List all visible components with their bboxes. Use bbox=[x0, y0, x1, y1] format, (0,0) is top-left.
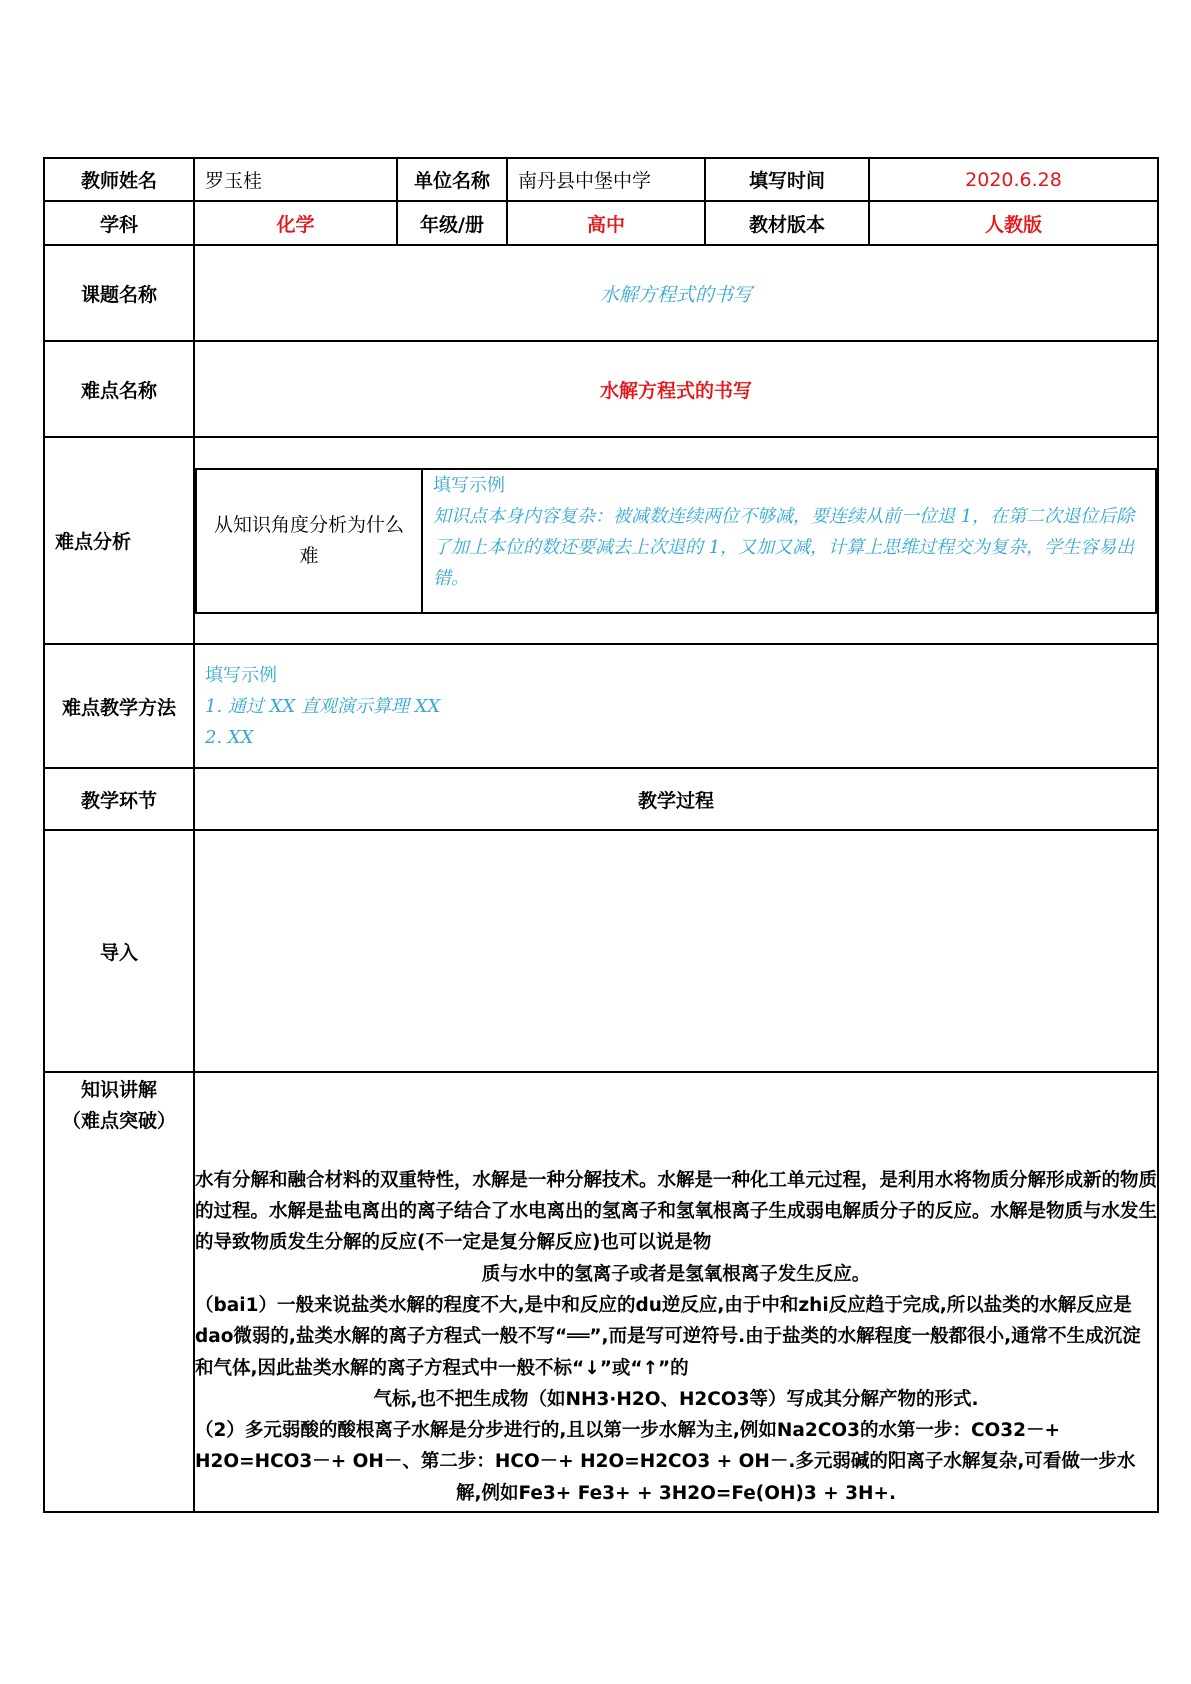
grade-value: 高中 bbox=[507, 201, 705, 245]
knowledge-para-1-end: 质与水中的氢离子或者是氢氧根离子发生反应。 bbox=[481, 1263, 871, 1285]
analysis-example-text: 知识点本身内容复杂：被减数连续两位不够减，要连续从前一位退 1，在第二次退位后除了加上本位的数还要减去上次退的 1，又加又减，计算上思维过程交为复杂，学生容易出错。 bbox=[433, 505, 1135, 589]
intro-content bbox=[194, 830, 1158, 1072]
topic-row bbox=[44, 245, 1158, 341]
knowledge-label-line1: 知识讲解 bbox=[80, 1079, 157, 1101]
lesson-plan-table bbox=[43, 157, 1159, 1513]
knowledge-para-3-end: 解,例如Fe3+ Fe3+ + 3H2O=Fe(OH)3 + 3H+. bbox=[455, 1482, 897, 1504]
method-label: 难点教学方法 bbox=[44, 644, 194, 768]
knowledge-label bbox=[44, 1072, 194, 1512]
subject-label: 学科 bbox=[44, 201, 194, 245]
method-row bbox=[44, 644, 1158, 768]
teacher-name-value: 罗玉桂 bbox=[194, 158, 397, 201]
analysis-example bbox=[422, 469, 1156, 613]
knowledge-label-line2: （难点突破） bbox=[61, 1110, 176, 1132]
method-example-title: 填写示例 bbox=[205, 664, 277, 686]
knowledge-content bbox=[194, 1072, 1158, 1512]
knowledge-para-3: （2）多元弱酸的酸根离子水解是分步进行的,且以第一步水解为主,例如Na2CO3的水第一步：CO32－+ H2O=HCO3－+ OH－、第二步：HCO－+ H2O=H2CO3 + OH－.多元弱碱的阳离子水解复杂,可看做一步水 bbox=[195, 1420, 1136, 1473]
teacher-name-label: 教师姓名 bbox=[44, 158, 194, 201]
header-row-2 bbox=[44, 201, 1158, 245]
edition-label: 教材版本 bbox=[705, 201, 869, 245]
method-item-2: 2. XX bbox=[205, 726, 254, 748]
header-row-1 bbox=[44, 158, 1158, 201]
topic-label: 课题名称 bbox=[44, 245, 194, 341]
knowledge-row bbox=[44, 1072, 1158, 1512]
lesson-plan-sheet bbox=[43, 157, 1157, 1513]
edition-value: 人教版 bbox=[869, 201, 1158, 245]
process-value: 教学过程 bbox=[194, 768, 1158, 830]
intro-row bbox=[44, 830, 1158, 1072]
unit-name-value: 南丹县中堡中学 bbox=[507, 158, 705, 201]
process-row bbox=[44, 768, 1158, 830]
topic-value: 水解方程式的书写 bbox=[194, 245, 1158, 341]
fill-date-label: 填写时间 bbox=[705, 158, 869, 201]
knowledge-para-2: （bai1）一般来说盐类水解的程度不大,是中和反应的du逆反应,由于中和zhi反应趋于完成,所以盐类的水解反应是dao微弱的,盐类水解的离子方程式一般不写“══”,而是写可逆符号.由于盐类的水解程度一般都很小,通常不生成沉淀和气体,因此盐类水解的离子方程式中一般不标“↓”或“↑”的 bbox=[195, 1294, 1141, 1379]
analysis-row bbox=[44, 437, 1158, 644]
process-label: 教学环节 bbox=[44, 768, 194, 830]
analysis-inner bbox=[195, 468, 1157, 614]
difficulty-row bbox=[44, 341, 1158, 437]
method-cell bbox=[194, 644, 1158, 768]
subject-value: 化学 bbox=[194, 201, 397, 245]
difficulty-value: 水解方程式的书写 bbox=[194, 341, 1158, 437]
difficulty-label: 难点名称 bbox=[44, 341, 194, 437]
grade-label: 年级/册 bbox=[397, 201, 507, 245]
method-item-1: 1. 通过 XX 直观演示算理 XX bbox=[205, 695, 441, 717]
fill-date-value: 2020.6.28 bbox=[869, 158, 1158, 201]
intro-label: 导入 bbox=[44, 830, 194, 1072]
unit-name-label: 单位名称 bbox=[397, 158, 507, 201]
analysis-label: 难点分析 bbox=[44, 437, 194, 644]
analysis-sublabel: 从知识角度分析为什么难 bbox=[196, 469, 422, 613]
knowledge-para-1: 水有分解和融合材料的双重特性，水解是一种分解技术。水解是一种化工单元过程，是利用水将物质分解形成新的物质的过程。水解是盐电离出的离子结合了水电离出的氢离子和氢氧根离子生成弱电解质分子的反应。水解是物质与水发生的导致物质发生分解的反应(不一定是复分解反应)也可以说是物 bbox=[195, 1169, 1158, 1254]
analysis-cell bbox=[194, 437, 1158, 644]
analysis-example-title: 填写示例 bbox=[433, 474, 505, 496]
knowledge-para-2-end: 气标,也不把生成物（如NH3·H2O、H2CO3等）写成其分解产物的形式. bbox=[373, 1388, 979, 1410]
